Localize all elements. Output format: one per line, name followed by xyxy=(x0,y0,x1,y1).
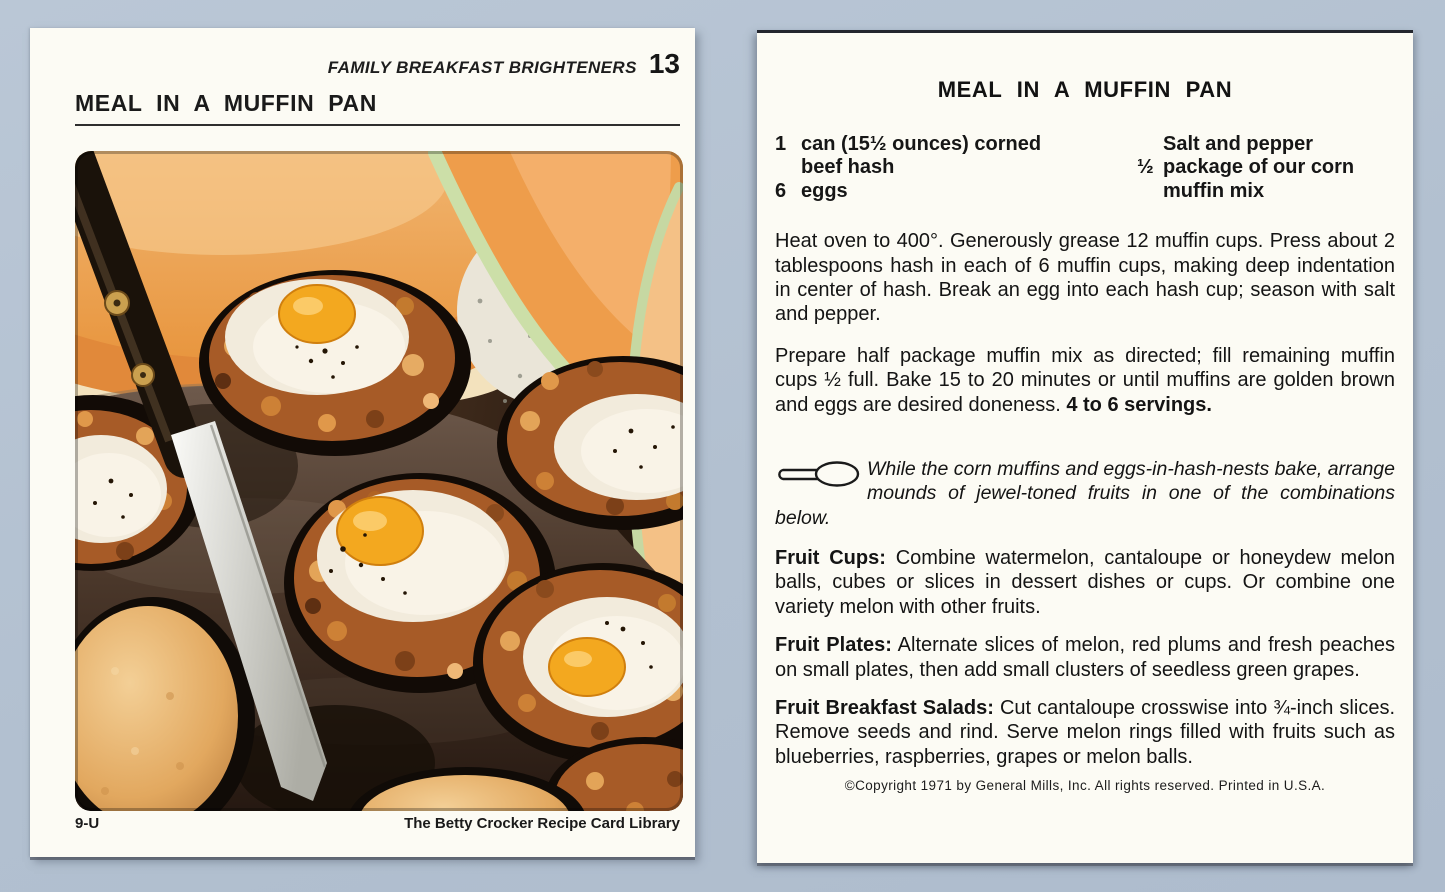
ingredient-qty xyxy=(1137,133,1163,156)
fruit-section-text: Combine watermelon, cantaloupe or honeydew melon balls, cubes or slices in dessert dishes or cups. Or combine one variety melon with other fruits. xyxy=(775,547,1396,618)
fruit-section-text: Cut cantaloupe crosswise into ¾-inch slices. Remove seeds and rind. Serve melon rings filled with fruits such as blueberries, raspberries, grapes or melon balls. xyxy=(775,696,1395,768)
directions-paragraph xyxy=(775,229,1395,327)
front-footer xyxy=(75,815,680,832)
directions-paragraph xyxy=(775,344,1395,417)
card-code: 9-U xyxy=(75,815,100,832)
ingredient-item xyxy=(1137,156,1381,203)
ingredient-qty: 1 xyxy=(775,133,787,155)
ingredient-name: Salt and pepper xyxy=(1163,133,1314,155)
ingredient-item xyxy=(775,180,1053,203)
ingredient-qty: ½ xyxy=(1137,156,1154,179)
library-name: The Betty Crocker Recipe Card Library xyxy=(404,815,680,832)
directions-text: Prepare half package muffin mix as directed; fill remaining muffin cups ½ full. Bake 15 to 20 minutes or until muffins are golden brown and eggs are desired doneness. xyxy=(775,344,1395,416)
tip-block xyxy=(775,457,1395,530)
fruit-sections xyxy=(775,546,1395,769)
recipe-title-back: MEAL IN A MUFFIN PAN xyxy=(937,77,1233,102)
recipe-card-back xyxy=(757,30,1413,863)
recipe-photo xyxy=(75,151,683,811)
ingredient-name: eggs xyxy=(801,179,848,202)
ingredient-name: package of our corn muffin mix xyxy=(1163,156,1355,202)
ingredient-qty: 6 xyxy=(775,179,787,202)
tip-text: While the corn muffins and eggs-in-hash-nests bake, arrange mounds of jewel-toned fruits in one of the combinations below. xyxy=(775,457,1395,529)
ingredient-list xyxy=(775,133,1395,203)
fruit-section xyxy=(775,546,1395,619)
recipe-title-front: MEAL IN A MUFFIN PAN xyxy=(75,90,377,116)
series-header xyxy=(75,48,680,80)
servings-note: 4 to 6 servings. xyxy=(1066,393,1212,416)
ingredient-column-right xyxy=(1137,133,1381,203)
series-title: FAMILY BREAKFAST BRIGHTENERS xyxy=(327,58,637,77)
fruit-section xyxy=(775,696,1395,769)
fruit-section-text: Alternate slices of melon, red plums and fresh peaches on small plates, then add small clusters of seedless green grapes. xyxy=(775,634,1396,681)
title-rule xyxy=(75,124,680,126)
recipe-card-front xyxy=(30,28,695,857)
ingredient-column-left xyxy=(775,133,1053,203)
egg-hash-cup xyxy=(199,270,471,456)
fruit-section-label: Fruit Plates: xyxy=(775,634,892,657)
ingredient-item xyxy=(1137,133,1381,156)
directions-text: Heat oven to 400°. Generously grease 12 muffin cups. Press about 2 tablespoons hash in each of 6 muffin cups, making deep indentation in center of hash. Break an egg into each hash cup; season with salt and pepper. xyxy=(775,230,1395,326)
card-number: 13 xyxy=(648,48,680,79)
fruit-section xyxy=(775,633,1395,682)
ingredient-item xyxy=(775,133,1053,180)
ingredient-name: can (15½ ounces) corned beef hash xyxy=(801,133,1042,179)
copyright-line: ©Copyright 1971 by General Mills, Inc. All rights reserved. Printed in U.S.A. xyxy=(844,778,1326,793)
directions xyxy=(775,229,1395,417)
spoon-icon xyxy=(775,461,861,487)
fruit-section-label: Fruit Cups: xyxy=(775,547,886,570)
fruit-section-label: Fruit Breakfast Salads: xyxy=(775,696,994,719)
